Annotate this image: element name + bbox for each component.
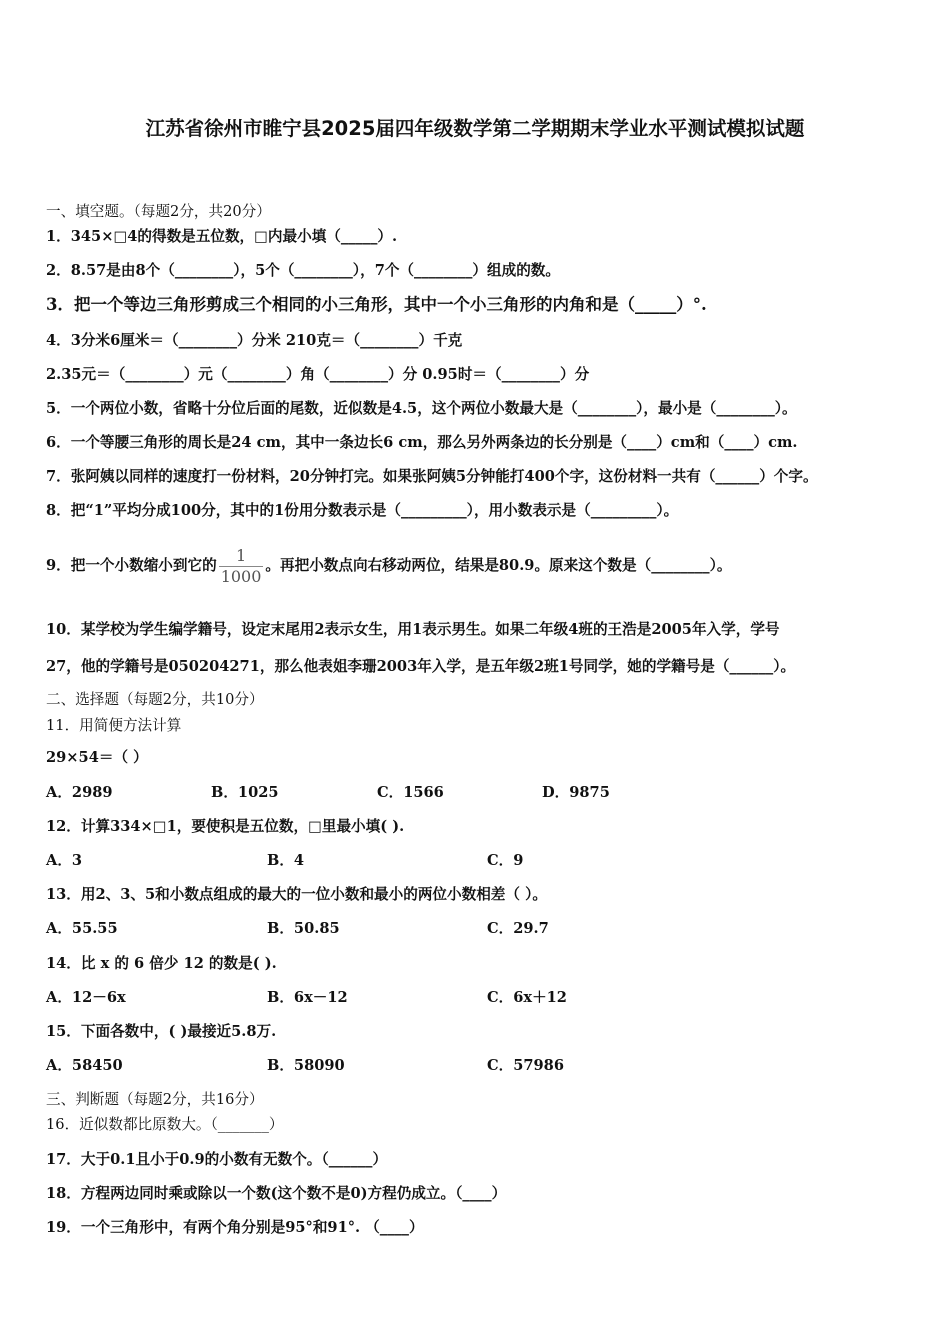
q15-option-a[interactable]: A．58450 bbox=[46, 1057, 123, 1074]
q13-option-c[interactable]: C．29.7 bbox=[487, 920, 549, 937]
question-10a: 10．某学校为学生编学籍号，设定末尾用2表示女生，用1表示男生。如果二年级4班的王浩是2005年入学，学号 bbox=[46, 621, 780, 638]
question-9-prefix: 9．把一个小数缩小到它的 bbox=[46, 557, 217, 574]
question-5: 5．一个两位小数，省略十分位后面的尾数，近似数是4.5，这个两位小数最大是（________），最小是（________）。 bbox=[46, 400, 797, 417]
q11-option-b[interactable]: B．1025 bbox=[211, 784, 279, 801]
question-15: 15．下面各数中，( )最接近5.8万. bbox=[46, 1023, 277, 1040]
section-2-heading: 二、选择题（每题2分，共10分） bbox=[46, 691, 264, 708]
section-1-heading: 一、填空题。（每题2分，共20分） bbox=[46, 203, 271, 220]
question-9 bbox=[46, 536, 731, 596]
question-17: 17．大于0.1且小于0.9的小数有无数个。（______） bbox=[46, 1151, 388, 1168]
q13-option-a[interactable]: A．55.55 bbox=[46, 920, 118, 937]
question-13: 13．用2、3、5和小数点组成的最大的一位小数和最小的两位小数相差（ ）。 bbox=[46, 886, 547, 903]
question-12: 12．计算334×□1，要使积是五位数，□里最小填( ). bbox=[46, 818, 405, 835]
fraction-denominator: 1000 bbox=[220, 566, 262, 586]
question-14: 14．比 x 的 6 倍少 12 的数是( ). bbox=[46, 955, 277, 972]
question-8: 8．把“1”平均分成100分，其中的1份用分数表示是（_________），用小数表示是（_________）。 bbox=[46, 502, 679, 519]
q15-option-b[interactable]: B．58090 bbox=[267, 1057, 345, 1074]
question-1: 1．345×□4的得数是五位数，□内最小填（_____）. bbox=[46, 228, 398, 245]
q12-option-c[interactable]: C．9 bbox=[487, 852, 524, 869]
question-4a: 4．3分米6厘米＝（________）分米 210克＝（________）千克 bbox=[46, 332, 463, 349]
q14-option-c[interactable]: C．6x＋12 bbox=[487, 989, 567, 1006]
fraction-numerator: 1 bbox=[235, 545, 247, 565]
question-10b: 27，他的学籍号是050204271，那么他表姐李珊2003年入学，是五年级2班1号同学，她的学籍号是（______）。 bbox=[46, 658, 796, 675]
question-11-expression: 29×54＝（ ） bbox=[46, 749, 148, 766]
page-title: 江苏省徐州市睢宁县2025届四年级数学第二学期期末学业水平测试模拟试题 bbox=[145, 117, 805, 140]
q15-option-c[interactable]: C．57986 bbox=[487, 1057, 564, 1074]
q14-option-b[interactable]: B．6x－12 bbox=[267, 989, 348, 1006]
section-3-heading: 三、判断题（每题2分，共16分） bbox=[46, 1091, 264, 1108]
fraction bbox=[219, 546, 264, 587]
q12-option-a[interactable]: A．3 bbox=[46, 852, 83, 869]
q11-option-a[interactable]: A．2989 bbox=[46, 784, 113, 801]
question-16: 16．近似数都比原数大。（_______） bbox=[46, 1116, 284, 1133]
q14-option-a[interactable]: A．12－6x bbox=[46, 989, 126, 1006]
question-9-suffix: 。再把小数点向右移动两位，结果是80.9。原来这个数是（________）。 bbox=[265, 557, 732, 574]
question-6: 6．一个等腰三角形的周长是24 cm，其中一条边长6 cm，那么另外两条边的长分别是（____）cm和（____）cm. bbox=[46, 434, 798, 451]
q11-option-d[interactable]: D．9875 bbox=[542, 784, 610, 801]
question-18: 18．方程两边同时乘或除以一个数(这个数不是0)方程仍成立。（____） bbox=[46, 1185, 507, 1202]
q12-option-b[interactable]: B．4 bbox=[267, 852, 305, 869]
q13-option-b[interactable]: B．50.85 bbox=[267, 920, 340, 937]
question-19: 19．一个三角形中，有两个角分别是95°和91°. （____） bbox=[46, 1219, 424, 1236]
question-3: 3．把一个等边三角形剪成三个相同的小三角形，其中一个小三角形的内角和是（_____）°. bbox=[46, 295, 707, 314]
question-4b: 2.35元＝（________）元（________）角（________）分 0.95时＝（________）分 bbox=[46, 366, 590, 383]
q11-option-c[interactable]: C．1566 bbox=[377, 784, 444, 801]
question-7: 7．张阿姨以同样的速度打一份材料，20分钟打完。如果张阿姨5分钟能打400个字，这份材料一共有（______）个字。 bbox=[46, 468, 818, 485]
question-11: 11．用简便方法计算 bbox=[46, 717, 182, 734]
question-2: 2．8.57是由8个（________），5个（________），7个（________）组成的数。 bbox=[46, 262, 560, 279]
